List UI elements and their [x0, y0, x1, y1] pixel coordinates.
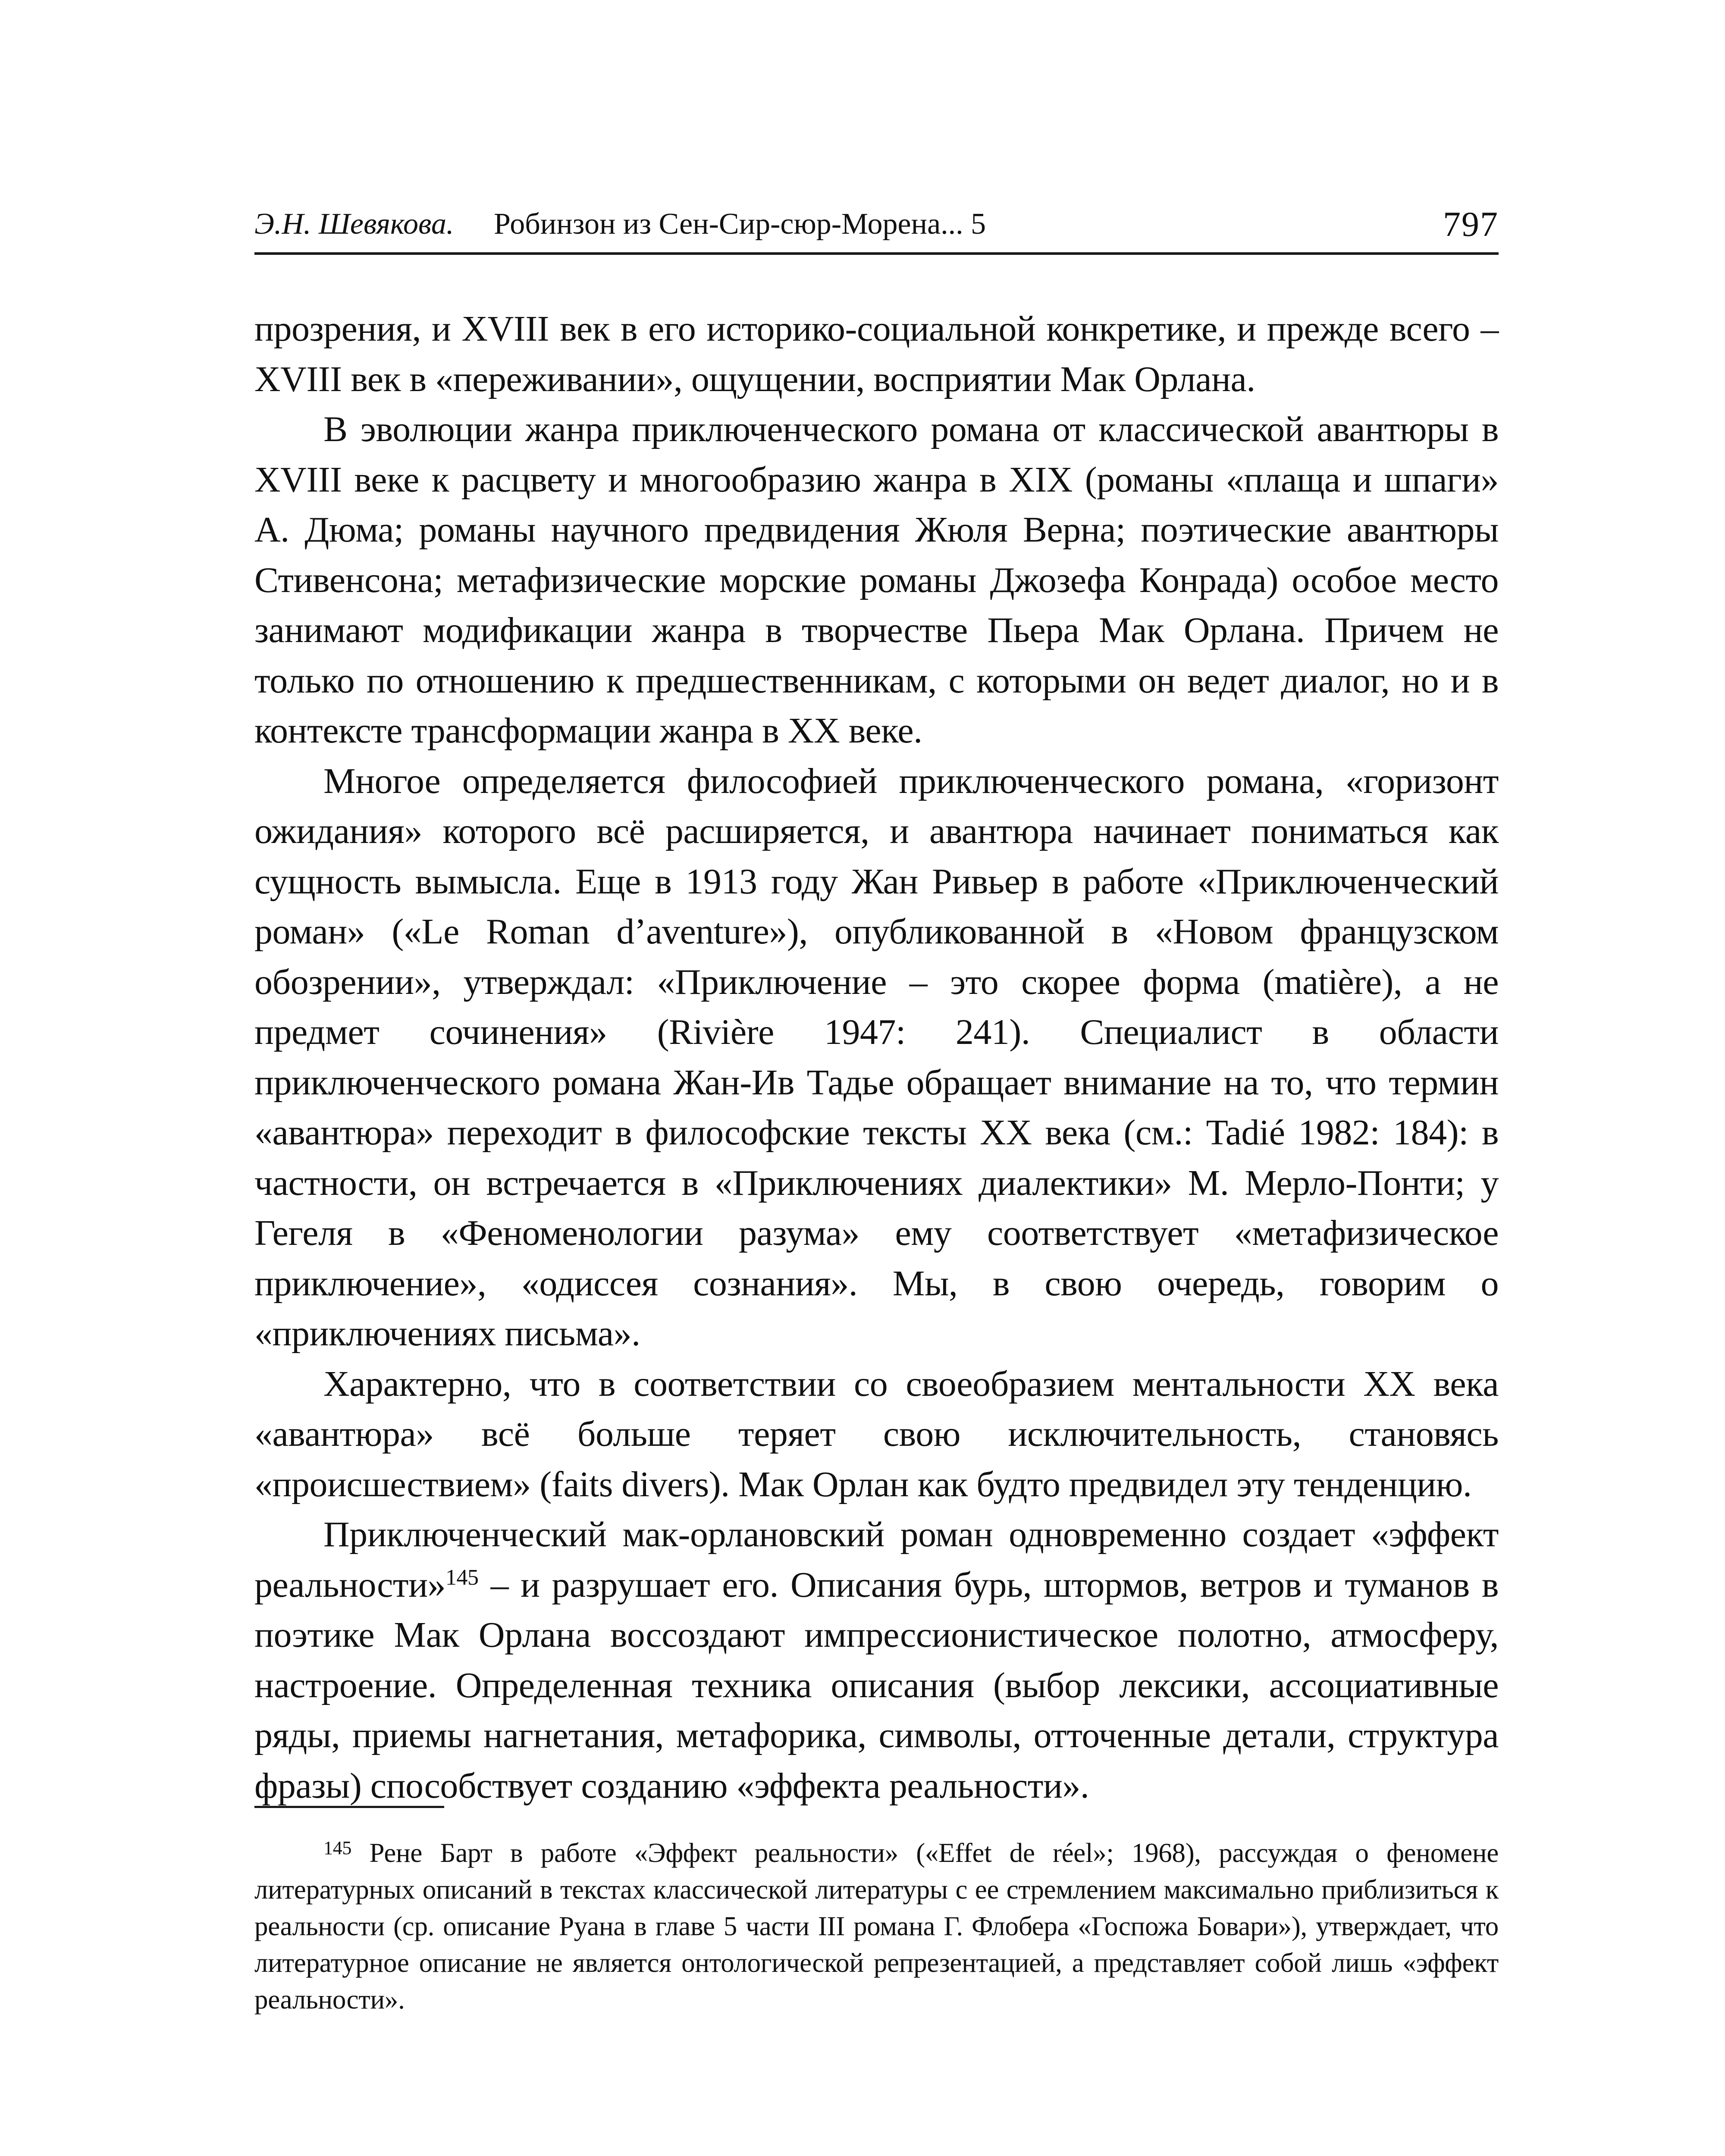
running-head [254, 196, 1499, 252]
paragraph-continued: прозрения, и XVIII век в его историко-социальной конкретике, и прежде всего – XVIII век в «переживании», ощущении, восприятии Мак Орлана. [254, 309, 1499, 399]
page-number: 797 [1443, 204, 1499, 244]
paragraph-text-start: Приключенческий мак-орлановский роман одновременно создает «эффект реальности» [254, 1514, 1499, 1605]
footnote-number: 145 [323, 1837, 352, 1858]
footnote-text: Рене Барт в работе «Эффект реальности» («Effet de réel»; 1968), рассуждая о феномене литературных описаний в текстах классической литературы с ее стремлением максимально приблизиться к реальности (ср. описание Руана в главе 5 части III романа Г. Флобера «Госпожа Бовари»), утверждает, что литературное описание не является онтологической репрезентацией, а представляет собой лишь «эффект реальности». [254, 1838, 1499, 2015]
footnote-rule [254, 1806, 444, 1808]
paragraph-text-end: – и разрушает его. Описания бурь, штормов, ветров и туманов в поэтике Мак Орлана воссоздают импрессионистическое полотно, атмосферу, настроение. Определенная техника описания (выбор лексики, ассоциативные ряды, приемы нагнетания, метафорика, символы, отточенные детали, структура фразы) способствует созданию «эффекта реальности». [254, 1564, 1499, 1806]
paragraph: Характерно, что в соответствии со своеобразием ментальности XX века «авантюра» всё больше теряет свою исключительность, становясь «происшествием» (faits divers). Мак Орлан как будто предвидел эту тенденцию. [254, 1363, 1499, 1504]
paragraph [254, 1510, 1499, 1811]
main-text [254, 304, 1499, 1811]
footnote-reference[interactable]: 145 [445, 1565, 479, 1590]
header-rule [254, 252, 1499, 255]
footnote [254, 1835, 1499, 2018]
footnote-paragraph [254, 1835, 1499, 2018]
paragraph: В эволюции жанра приключенческого романа от классической авантюры в XVIII веке к расцвету и многообразию жанра в XIX (романы «плаща и шпаги» А. Дюма; романы научного предвидения Жюля Верна; поэтические авантюры Стивенсона; метафизические морские романы Джозефа Конрада) особое место занимают модификации жанра в творчестве Пьера Мак Орлана. Причем не только по отношению к предшественникам, с которыми он ведет диалог, но и в контексте трансформации жанра в XX веке. [254, 409, 1499, 751]
running-head-title: Робинзон из Сен-Сир-сюр-Морена... 5 [494, 207, 986, 241]
running-head-author: Э.Н. Шевякова. [254, 207, 454, 241]
paragraph: Многое определяется философией приключенческого романа, «горизонт ожидания» которого всё расширяется, и авантюра начинает пониматься как сущность вымысла. Еще в 1913 году Жан Ривьер в работе «Приключенческий роман» («Le Roman d’aventure»), опубликованной в «Новом французском обозрении», утверждал: «Приключение – это скорее форма (matière), а не предмет сочинения» (Rivière 1947: 241). Специалист в области приключенческого романа Жан-Ив Тадье обращает внимание на то, что термин «авантюра» переходит в философские тексты XX века (см.: Tadié 1982: 184): в частности, он встречается в «Приключениях диалектики» М. Мерло-Понти; у Гегеля в «Феноменологии разума» ему соответствует «метафизическое приключение», «одиссея сознания». Мы, в свою очередь, говорим о «приключениях письма». [254, 761, 1499, 1354]
